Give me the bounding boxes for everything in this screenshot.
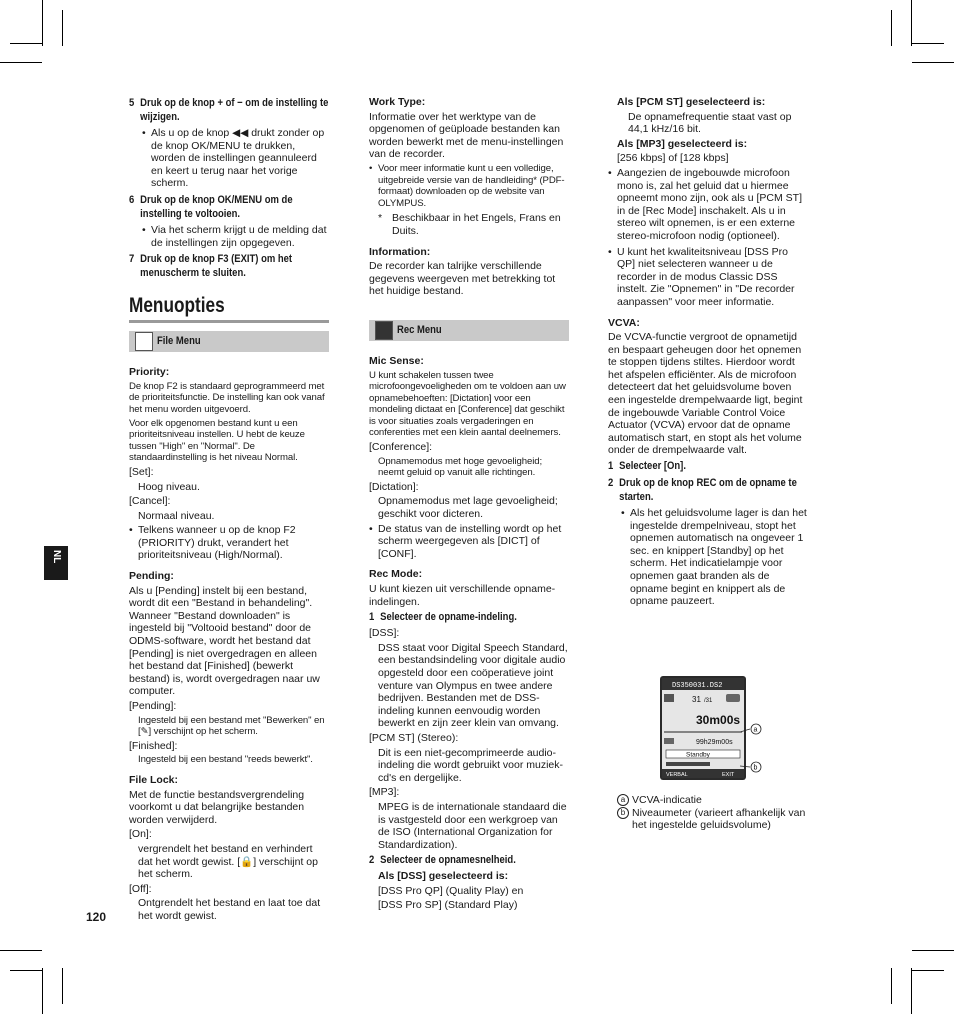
recmode-title: Rec Mode: [369,568,423,581]
level-meter [666,762,710,766]
file-menu-label: File Menu [157,335,201,348]
finished-desc: Ingesteld bij een bestand "reeds bewerkt". [138,754,313,766]
crop-mark [0,950,42,951]
crop-mark [911,968,912,1014]
crop-mark [912,62,954,63]
worktype-text: Informatie over het werktype van de opgenomen of geüploade bestanden kan worden bewerkt met de menu-instellingen van de recorder. [369,110,564,161]
cancel-label: [Cancel]: [129,495,171,508]
section-heading: Menuopties [129,294,225,318]
callout-lines [740,720,770,780]
step-text: Druk op de knop REC om de opname te starten. [619,477,797,504]
step-2 [369,853,569,867]
step-number: 2 [608,477,614,490]
crop-mark [911,0,912,46]
pcmst-label: [PCM ST] (Stereo): [369,731,459,744]
set-label: [Set]: [129,465,154,478]
note-text: Beschikbaar in het Engels, Frans en Duits. [392,212,561,237]
legend-b-mark: b [617,807,629,819]
bullet-text: Als u op de knop ◀◀ drukt zonder op de knop OK/MENU te drukken, worden de instellingen geannuleerd en keert u terug naar het vorige scherm. [151,127,325,190]
bullet: • Voor meer informatie kunt u een volledige, uitgebreide versie van de handleiding* (PDF-formaat) downloaden op de website van OLYMPUS. [369,163,569,209]
crop-mark [42,0,43,46]
pcm-sel: Als [PCM ST] geselecteerd is: [617,96,766,108]
worktype-title: Work Type: [369,96,426,108]
legend-item-b [617,807,807,832]
crop-mark [0,62,42,63]
column-1 [129,96,329,925]
softkey-exit: EXIT [722,772,735,778]
vcva-title: VCVA: [608,316,640,329]
step-text: Selecteer de opnamesnelheid. [380,854,516,867]
step-text: Selecteer [On]. [619,460,686,473]
bullet-text: Aangezien de ingebouwde microfoon mono is, zal het geluid dat u hiermee opneemt mono zijn, ook als u [PCM ST] in de [Rec Mode] inschakelt. Als u in stereo wilt opnemen, is er een externe stereo-microfoon nodig (optioneel). [617,166,802,242]
legend-item-a [617,794,807,807]
step-number: 6 [129,193,135,206]
screen-remaining: 99h29m00s [696,739,733,746]
recorder-display-graphic [660,676,746,780]
dss-sel-desc: [DSS Pro SP] (Standard Play) [378,899,518,912]
priority-title: Priority: [129,366,170,379]
step-7 [129,252,329,280]
screen-count-total: /31 [704,698,713,704]
callout-b-label: b [753,764,758,772]
rec-menu-label: Rec Menu [397,324,442,337]
bullet-text: Telkens wanneer u op de knop F2 (PRIORITY) drukt, verandert het prioriteitsniveau (High/Normal). [138,524,296,562]
dss-label: [DSS]: [369,627,400,640]
softkey-verbal: VERBAL [666,772,688,778]
bullet-text: Als het geluidsvolume lager is dan het ingestelde drempelniveau, stopt het opnemen automatisch na ongeveer 1 sec. en knippert [Standby] op het scherm. Het indicatielampje voor opnemen gaat branden als de opname begint en knippert als de opname pauzeert. [630,507,807,608]
file-menu-icon [135,332,153,351]
bullet-text: Voor meer informatie kunt u een volledige, uitgebreide versie van de handleiding* (PDF-formaat) downloaden op de website van OLYMPUS. [378,162,565,209]
step-5 [129,96,329,124]
screen-filename: DS350031.DS2 [672,682,723,690]
callout-a-line [740,729,750,732]
battery-icon [726,694,740,702]
recmode-text: U kunt kiezen uit verschillende opname-indelingen. [369,583,556,608]
bullet: • Als u op de knop ◀◀ drukt zonder op de knop OK/MENU te drukken, worden de instellingen geannuleerd en keert u terug naar het vorige scherm. [142,127,329,190]
bullet: • Telkens wanneer u op de knop F2 (PRIORITY) drukt, verandert het prioriteitsniveau (High/Normal). [129,524,329,562]
screen-count: 31 [692,695,701,704]
step-number: 1 [369,611,375,624]
conference-desc: Opnamemodus met hoge gevoeligheid; neemt geluid op vanuit alle richtingen. [378,455,543,479]
language-tab [44,546,68,580]
pending-label: [Pending]: [129,700,177,712]
bullet: • Aangezien de ingebouwde microfoon mono is, zal het geluid dat u hiermee opneemt mono zijn, ook als u [PCM ST] in de [Rec Mode] inschakelt. Als u in stereo wilt opnemen, is er een externe stereo-microfoon nodig (optioneel). [608,167,808,243]
step-2 [608,476,808,504]
pending-text: Als u [Pending] instelt bij een bestand, wordt dit een "Bestand in behandeling". Wanneer "Bestand downloaden" is ingesteld bij "Voltooid bestand" door de ODMS-software, wordt het bestand dat [Pending] is niet overgedragen en alleen het bestand dat [Finished] (bewerkt bestand) is, wordt overgedragen naar uw computer. [129,584,320,698]
step-text: Druk op de knop + of − om de instelling te wijzigen. [140,97,329,123]
pcm-sel-desc: De opnamefrequentie staat vast op 44,1 kHz/16 bit. [628,110,792,136]
information-text: De recorder kan talrijke verschillende gegevens weergeven met betrekking tot het huidige bestand. [369,260,556,298]
on-desc: vergrendelt het bestand en verhindert dat het wordt gewist. [🔒] verschijnt op het scherm. [138,842,318,881]
pcmst-desc: Dit is een niet-gecomprimeerde audio-indeling die wordt gebruikt voor muziek-cd's en dergelijke. [378,746,564,784]
file-menu-bar [129,331,329,352]
filelock-title: File Lock: [129,773,179,786]
step-6 [129,193,329,221]
bullet: • Via het scherm krijgt u de melding dat de instellingen zijn opgegeven. [142,224,329,249]
off-label: [Off]: [129,882,152,895]
callout-b-line [740,766,750,767]
folder-icon [664,694,674,702]
crop-mark [10,43,42,44]
display-legend [617,794,807,832]
dss-desc: DSS staat voor Digital Speech Standard, een bestandsindeling voor digitale audio opgesteld door een coöperatieve joint venture van Olympus en twee andere bedrijven. Bestanden met de DSS-indeling kunnen eenvoudig worden bewerkt en zijn zeer klein van omvang. [378,641,568,730]
mp3-sel: Als [MP3] geselecteerd is: [617,137,748,150]
microphone-icon [375,321,393,340]
step-number: 7 [129,253,135,266]
mode-icon [664,738,674,744]
legend-a-mark: a [617,794,629,806]
bullet: • De status van de instelling wordt op het scherm weergegeven als [DICT] of [CONF]. [369,523,569,561]
recorder-display [660,676,746,780]
dictation-desc: Opnamemodus met lage gevoeligheid; geschikt voor dicteren. [378,495,558,521]
bullet-text: Via het scherm krijgt u de melding dat de instellingen zijn opgegeven. [151,223,327,249]
micsense-title: Mic Sense: [369,354,424,367]
bullet: • Als het geluidsvolume lager is dan het ingestelde drempelniveau, stopt het opnemen automatisch na ongeveer 1 sec. en knippert [Standby] op het scherm. Het indicatielampje voor opnemen gaat branden als de opname begint en knippert als de opname pauzeert. [621,507,807,608]
crop-mark [912,43,944,44]
crop-mark [42,968,43,1014]
vcva-text: De VCVA-functie vergroot de opnametijd en bespaart geheugen door het opnemen te stoppen tijdens stiltes. Hierdoor wordt het afspelen efficiënter. Als de microfoon detecteert dat het geluidsvolume boven een ingestelde drempelwaarde ligt, begint de ingebouwde Variable Control Voice Actuator (VCVA) ervoor dat de opname automatisch start, en stopt als het volume onder de drempelwaarde valt. [608,331,803,457]
on-label: [On]: [129,828,152,841]
step-number: 2 [369,854,375,867]
mp3-label: [MP3]: [369,786,400,799]
off-desc: Ontgrendelt het bestand en laat toe dat het wordt gewist. [138,897,321,922]
rec-menu-bar [369,320,569,341]
callout-a-label: a [753,726,758,734]
crop-mark [62,10,63,46]
conference-label: [Conference]: [369,441,433,454]
crop-mark [10,970,42,971]
step-number: 5 [129,97,135,109]
language-tab-label: NL [51,550,62,564]
legend-b-text: Niveaumeter (varieert afhankelijk van het ingestelde geluidsvolume) [632,806,806,832]
pending-title: Pending: [129,570,174,583]
step-1 [369,610,569,624]
note: * Beschikbaar in het Engels, Frans en Duits. [378,212,569,237]
information-title: Information: [369,245,431,258]
set-desc: Hoog niveau. [138,480,200,493]
bullet-text: U kunt het kwaliteitsniveau [DSS Pro QP] niet selecteren wanneer u de recorder in de modus Classic DSS instelt. Zie "Opnemen" in "De recorder aanpassen" voor meer informatie. [617,245,795,308]
priority-small: De knop F2 is standaard geprogrammeerd met de prioriteitsfunctie. De instelling kan ook vanaf het menu worden uitgevoerd. [129,380,325,415]
crop-mark [912,970,944,971]
crop-mark [62,968,63,1004]
dss-sel: Als [DSS] geselecteerd is: [378,870,509,883]
cancel-desc: Normaal niveau. [138,509,215,522]
column-2 [369,96,569,914]
crop-mark [891,968,892,1004]
filelock-text: Met de functie bestandsvergrendeling voorkomt u dat belangrijke bestanden worden verwijderd. [129,788,305,826]
crop-mark [912,950,954,951]
column-3 [608,96,808,611]
mp3-sel-desc: [256 kbps] of [128 kbps] [617,152,729,165]
screen-standby: Standby [686,751,710,759]
dictation-label: [Dictation]: [369,480,419,493]
bullet-text: De status van de instelling wordt op het scherm weergegeven als [DICT] of [CONF]. [378,522,562,560]
dss-sel-desc: [DSS Pro QP] (Quality Play) en [378,884,524,897]
step-text: Druk op de knop F3 (EXIT) om het menuscherm te sluiten. [140,253,293,280]
finished-label: [Finished]: [129,739,178,752]
screen-time: 30m00s [696,713,741,727]
step-1 [608,459,808,473]
pending-desc: Ingesteld bij een bestand met "Bewerken" en [✎] verschijnt op het scherm. [138,714,325,738]
bullet: • U kunt het kwaliteitsniveau [DSS Pro QP] niet selecteren wanneer u de recorder in de modus Classic DSS instelt. Zie "Opnemen" in "De recorder aanpassen" voor meer informatie. [608,246,808,309]
step-text: Selecteer de opname-indeling. [380,611,517,624]
step-number: 1 [608,460,614,473]
micsense-small: U kunt schakelen tussen twee microfoongevoeligheden om te voldoen aan uw opnamebehoeften: [Dictation] voor een mondeling dictaat en [Conference] dat geschikt is voor situaties zoals vergaderingen en conferenties met een klein aantal deelnemers. [369,369,566,439]
step-text: Druk op de knop OK/MENU om de instelling te voltooien. [140,193,293,220]
heading-rule [129,320,329,323]
priority-text: Voor elk opgenomen bestand kunt u een prioriteitsniveau instellen. U hebt de keuze tussen "High" en "Normal". De standaardinstelling is het niveau Normal. [129,417,305,464]
page-number: 120 [86,910,107,924]
mp3-desc: MPEG is de internationale standaard die is vastgesteld door een werkgroep van de ISO (International Organization for Standardization). [378,800,567,851]
crop-mark [891,10,892,46]
legend-a-text: VCVA-indicatie [632,794,702,806]
